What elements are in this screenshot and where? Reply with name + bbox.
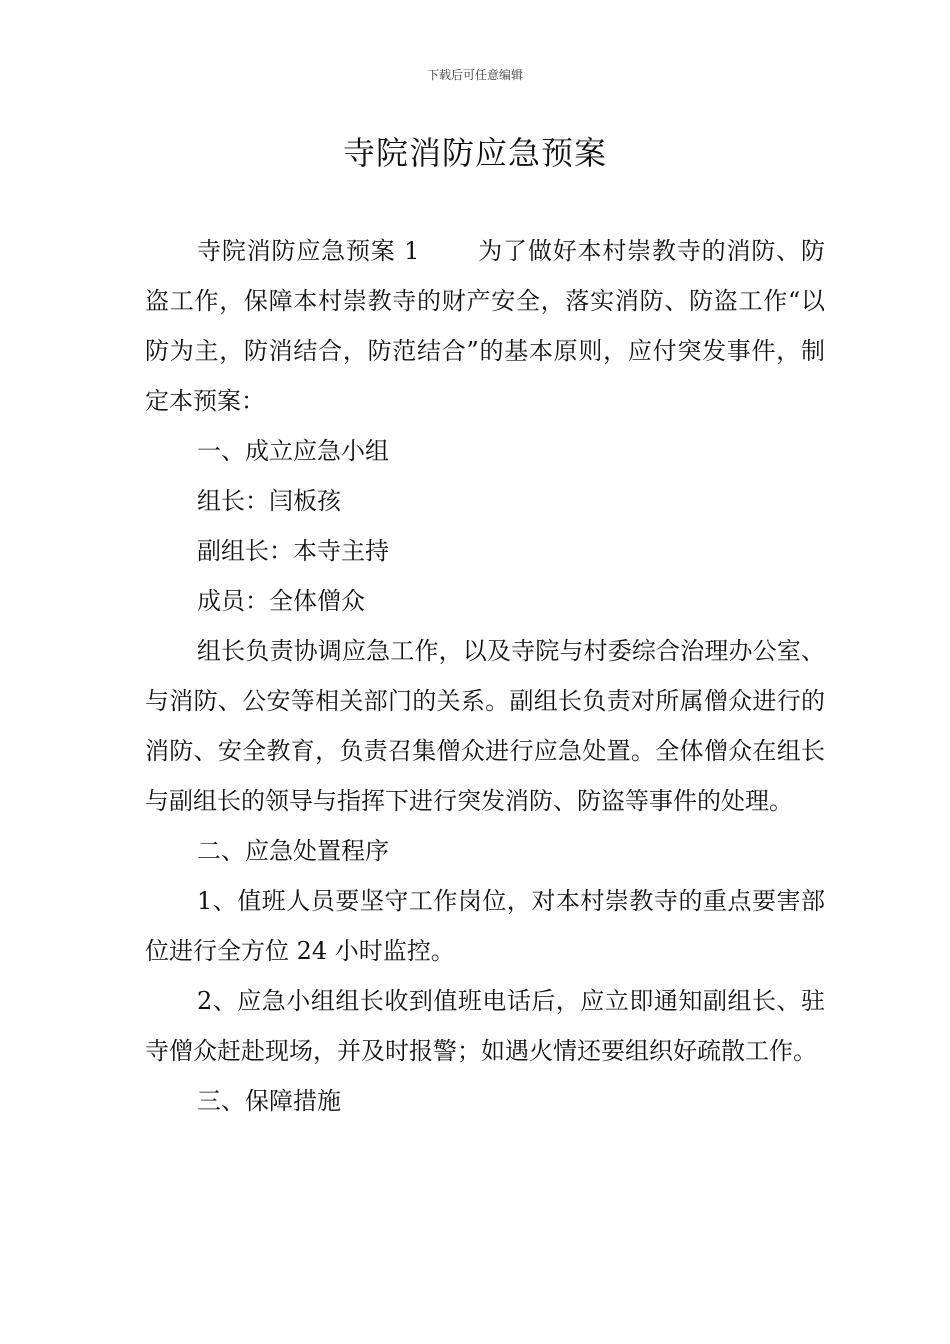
- procedure-item-1: 1、值班人员要坚守工作岗位，对本村崇教寺的重点要害部位进行全方位 24 小时监控。: [145, 887, 825, 965]
- responsibilities-paragraph: 组长负责协调应急工作，以及寺院与村委综合治理办公室、与消防、公安等相关部门的关系。副组长负责对所属僧众进行的消防、安全教育，负责召集僧众进行应急处置。全体僧众在组长与副组长的领导与指挥下进行突发消防、防盗等事件的处理。: [145, 637, 825, 815]
- header-note: 下载后可任意编辑: [426, 68, 523, 82]
- document-title: 寺院消防应急预案: [342, 134, 607, 172]
- section-heading-3: 三、保障措施: [197, 1087, 341, 1115]
- procedure-item-2: 2、应急小组组长收到值班电话后，应立即通知副组长、驻寺僧众赶赴现场，并及时报警；如遇火情还要组织好疏散工作。: [145, 987, 825, 1065]
- intro-text: 为了做好本村崇教寺的消防、防盗工作，保障本村崇教寺的财产安全，落实消防、防盗工作“以防为主，防消结合，防范结合”的基本原则，应付突发事件，制定本预案：: [145, 237, 825, 415]
- document-body: [145, 226, 825, 1126]
- section-heading-1: 一、成立应急小组: [197, 437, 389, 465]
- section-heading-2: 二、应急处置程序: [197, 837, 389, 865]
- leader-line: 组长：闫板孩: [197, 487, 341, 515]
- deputy-leader-line: 副组长：本寺主持: [197, 537, 389, 565]
- members-line: 成员：全体僧众: [197, 587, 365, 615]
- intro-paragraph: [145, 226, 825, 426]
- intro-lead: 寺院消防应急预案 1: [197, 237, 420, 265]
